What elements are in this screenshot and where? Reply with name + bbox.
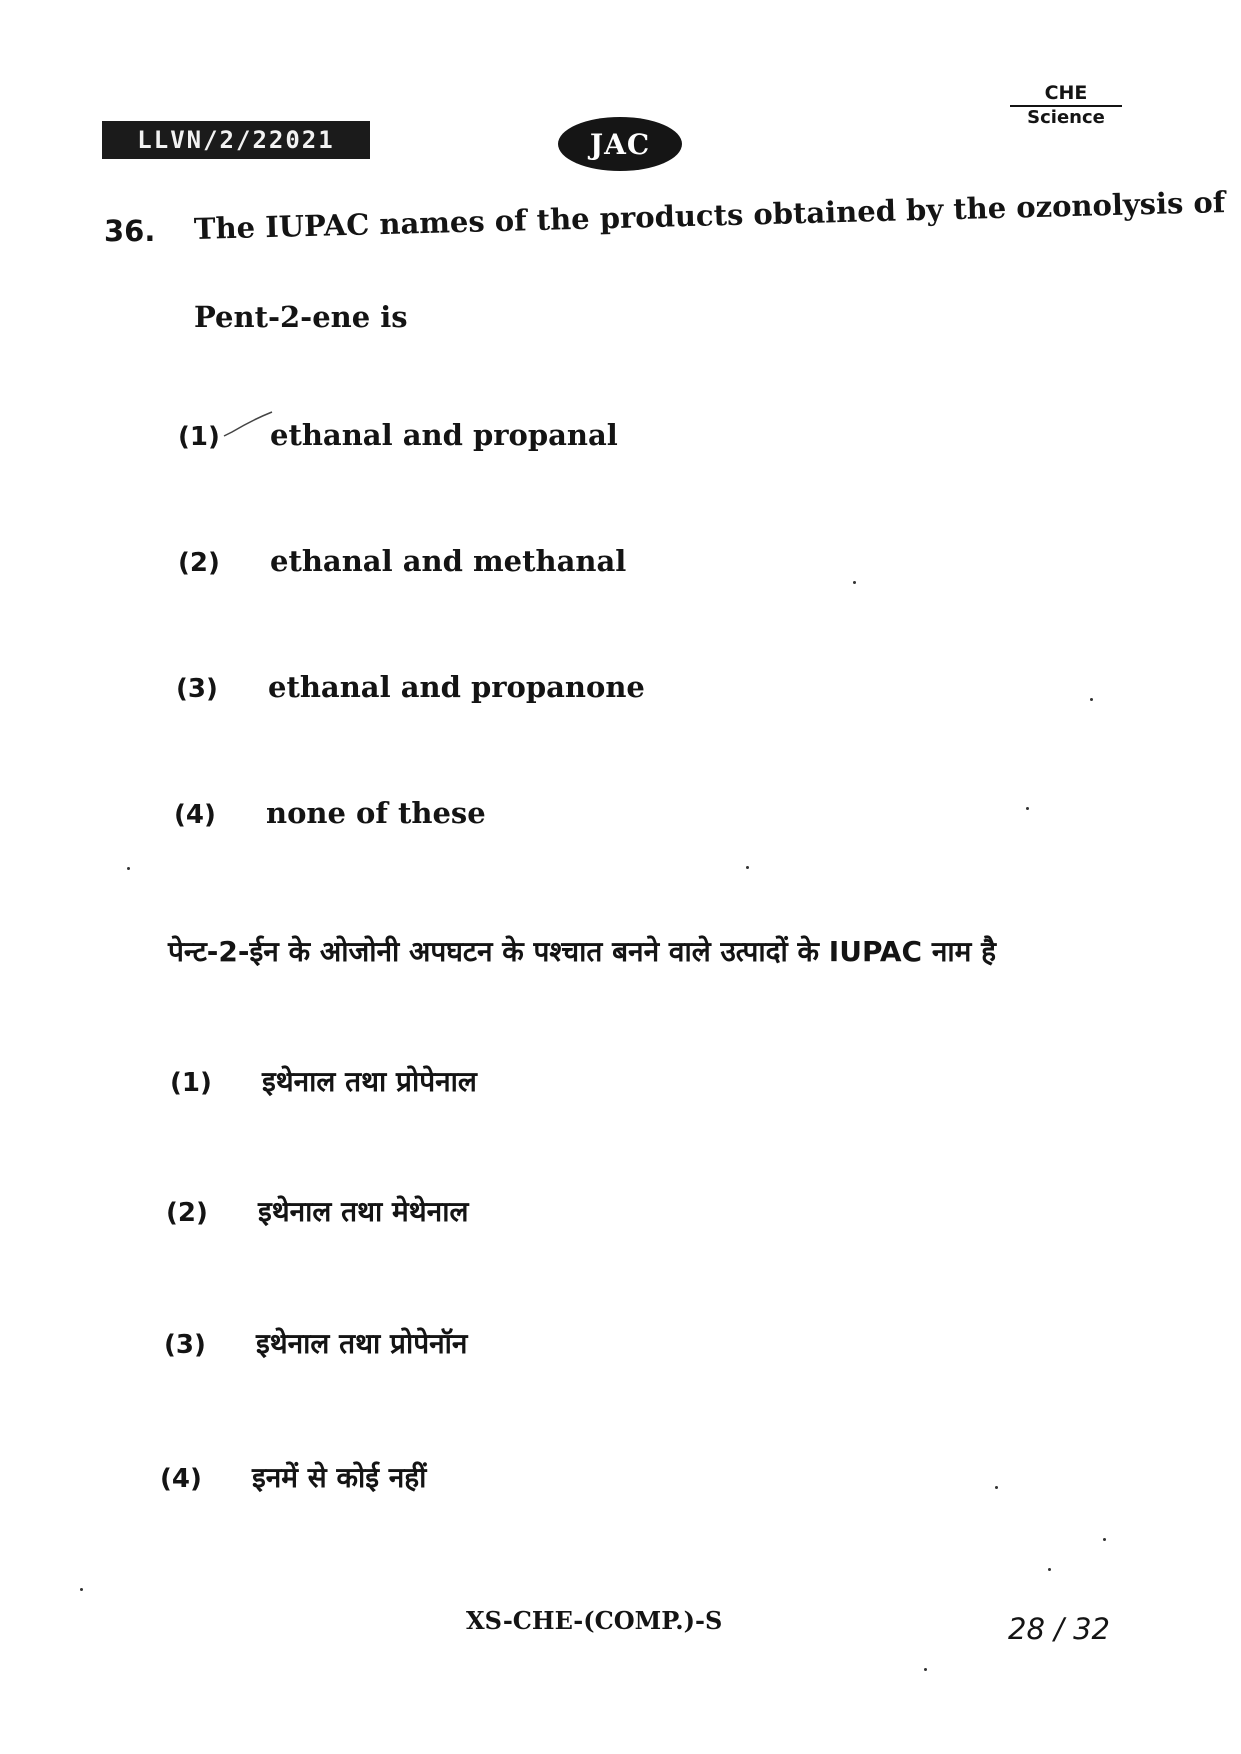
scan-speck <box>924 1668 927 1671</box>
hindi-option-4 <box>160 1458 426 1496</box>
option-number: (1) <box>170 1068 212 1098</box>
option-text: इथेनाल तथा मेथेनाल <box>258 1195 469 1228</box>
question-text-line-2: Pent-2-ene is <box>194 300 408 334</box>
footer-paper-code: XS-CHE-(COMP.)-S <box>466 1606 723 1635</box>
subject-code: CHE <box>1010 82 1122 107</box>
subject-name: Science <box>1027 107 1105 128</box>
scan-speck <box>1026 807 1029 810</box>
option-number: (2) <box>166 1198 208 1228</box>
scan-speck <box>1103 1538 1106 1541</box>
option-text: ethanal and propanal <box>270 418 618 452</box>
option-3 <box>176 670 645 704</box>
option-number: (4) <box>160 1464 202 1494</box>
option-text: ethanal and methanal <box>270 544 627 578</box>
option-text: इनमें से कोई नहीं <box>252 1461 427 1494</box>
scan-speck <box>995 1486 998 1489</box>
hindi-option-1 <box>170 1062 477 1100</box>
scan-speck <box>127 867 130 870</box>
option-text: ethanal and propanone <box>268 670 645 704</box>
hindi-question-text: पेन्ट-2-ईन के ओजोनी अपघटन के पश्चात बनने वाले उत्पादों के IUPAC नाम है <box>168 935 997 968</box>
hindi-option-2 <box>166 1192 468 1230</box>
board-logo <box>558 117 682 171</box>
option-text: none of these <box>266 796 486 830</box>
option-number: (3) <box>164 1330 206 1360</box>
option-number: (3) <box>176 674 218 704</box>
scan-speck <box>746 866 749 869</box>
question-number: 36. <box>104 214 156 248</box>
option-4 <box>174 796 486 830</box>
paper-code-box <box>102 121 370 159</box>
page-number: 28 / 32 <box>1008 1612 1111 1646</box>
scan-speck <box>1048 1568 1051 1571</box>
scan-speck <box>80 1588 83 1591</box>
option-text: इथेनाल तथा प्रोपेनाल <box>262 1065 477 1098</box>
board-logo-text: JAC <box>589 127 651 161</box>
scan-speck <box>1090 698 1093 701</box>
option-number: (1) <box>178 422 220 452</box>
option-number: (2) <box>178 548 220 578</box>
option-text: इथेनाल तथा प्रोपेनॉन <box>256 1327 468 1360</box>
scan-speck <box>853 581 856 584</box>
option-2 <box>178 544 626 578</box>
option-number: (4) <box>174 800 216 830</box>
paper-code: LLVN/2/22021 <box>137 126 335 154</box>
question-text-line-1: The IUPAC names of the products obtained by the ozonolysis of <box>193 185 1226 246</box>
hindi-option-3 <box>164 1324 467 1362</box>
subject-label <box>1010 82 1122 128</box>
tick-mark-icon <box>222 410 274 440</box>
